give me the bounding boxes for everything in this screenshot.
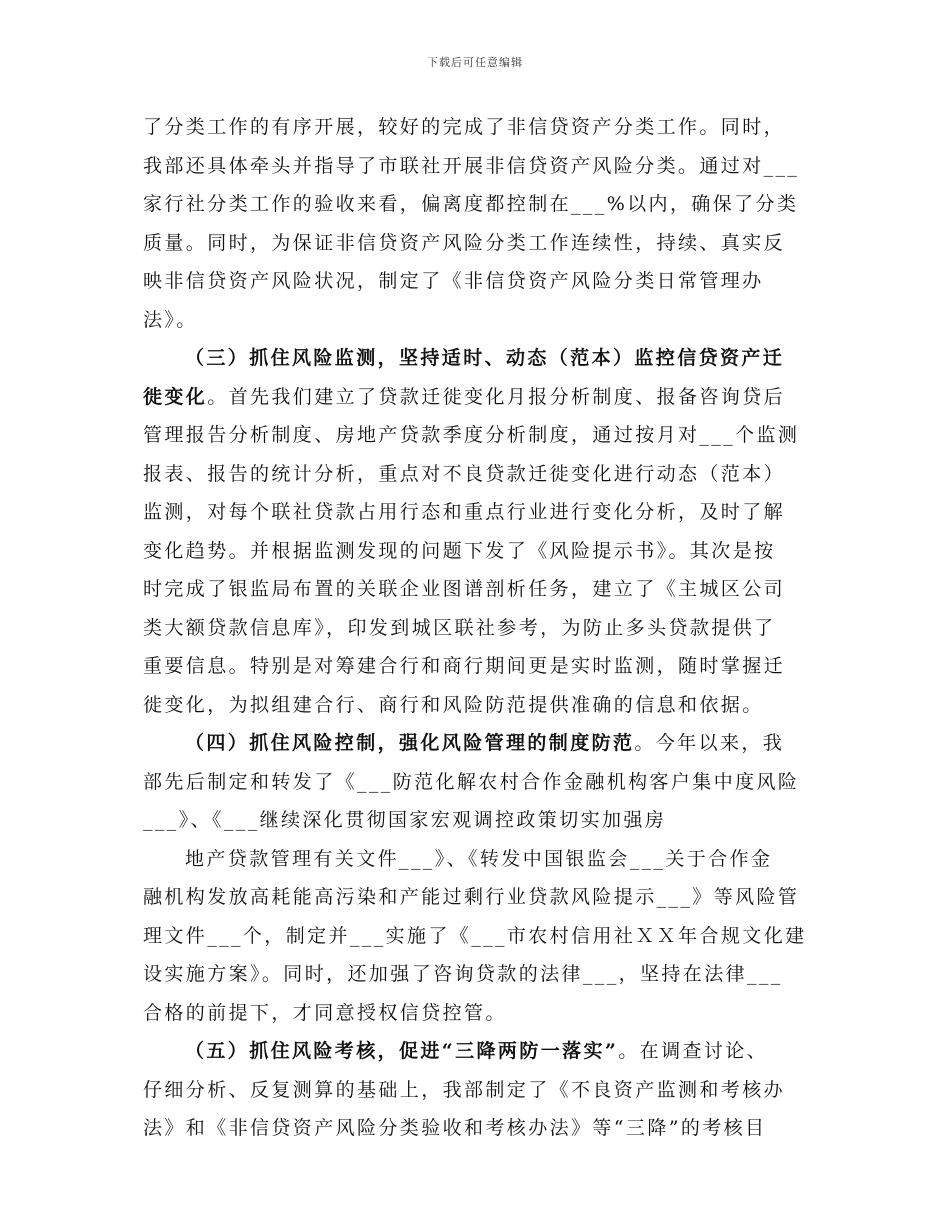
page-header: 下载后可任意编辑 [427,56,523,69]
body-text-run: 地产贷款管理有关文件___》、《转发中国银监会___关于合作金 [185,847,773,870]
body-text-run: 了分类工作的有序开展，较好的完成了非信贷资产分类工作。同时， [143,116,786,138]
text-line [143,801,813,840]
text-line [143,455,813,494]
body-text-run: 家行社分类工作的验收来看，偏离度都控制在___%以内，确保了分类 [143,193,799,215]
body-text-run: 徙变化，为拟组建合行、商行和风险防范提供准确的信息和依据。 [143,693,764,716]
text-line [143,301,813,340]
text-line [143,416,813,455]
text-line [143,147,813,186]
body-text-run: 报表、报告的统计分析，重点对不良贷款迁徙变化进行动态（范本） [143,462,786,485]
body-text-run: 。首先我们建立了贷款迁徙变化月报分析制度、报备咨询贷后 [207,385,786,408]
text-line [143,1071,813,1110]
body-text-run: 类大额贷款信息库》，印发到城区联社参考，为防止多头贷款提供了 [143,616,776,639]
body-text-run: 质量。同时，为保证非信贷资产风险分类工作连续性，持续、真实反 [143,231,786,254]
text-line [143,994,813,1033]
text-line [143,1032,813,1071]
body-text-run: 重要信息。特别是对筹建合行和商行期间更是实时监测，随时掌握迁 [143,655,786,677]
body-text-run: 监测，对每个联社贷款占用行态和重点行业进行变化分析，及时了解 [143,501,786,523]
body-text-run: 。今年以来，我 [634,732,785,754]
body-text-run: 合格的前提下，才同意授权信贷控管。 [143,1001,507,1024]
body-text-run: 变化趋势。并根据监测发现的问题下发了《风险提示书》。其次是按 [143,539,776,562]
text-line [143,185,813,224]
text-line [143,108,813,147]
text-line [143,262,813,301]
section-heading-text: （四）抓住风险控制，强化风险管理的制度防范 [185,732,635,754]
text-line [143,378,813,417]
document-body [143,108,813,1148]
body-text-run: 融机构发放高耗能高污染和产能过剩行业贷款风险提示___》等风险管 [143,886,800,908]
body-text-run: 时完成了银监局布置的关联企业图谱剖析任务，建立了《主城区公司 [143,578,786,600]
text-line [143,609,813,648]
body-text-run: 。在调查讨论、 [618,1040,769,1062]
body-text-run: ___》、《___继续深化贯彻国家宏观调控政策切实加强房 [143,809,667,831]
text-line [143,840,813,879]
body-text-run: 部先后制定和转发了《___防范化解农村合作金融机构客户集中度风险 [143,770,800,793]
text-line [143,763,813,802]
text-line [143,339,813,378]
body-text-run: 仔细分析、反复测算的基础上，我部制定了《不良资产监测和考核办 [143,1078,786,1101]
section-heading-text: （五）抓住风险考核，促进“三降两防一落实” [185,1040,619,1062]
text-line [143,647,813,686]
body-text-run: 我部还具体牵头并指导了市联社开展非信贷资产风险分类。通过对___ [143,154,800,177]
body-text-run: 法》和《非信贷资产风险分类验收和考核办法》等“三降”的考核目 [143,1117,767,1139]
text-line [143,493,813,532]
text-line [143,1109,813,1148]
text-line [143,224,813,263]
text-line [143,724,813,763]
text-line [143,955,813,994]
body-text-run: 管理报告分析制度、房地产贷款季度分析制度，通过按月对___个监测 [143,424,800,446]
body-text-run: 理文件___个，制定并___实施了《___市农村信用社ＸＸ年合规文化建 [143,924,807,947]
section-heading-text: （三）抓住风险监测，坚持适时、动态（范本）监控信贷资产迁 [185,347,785,369]
text-line [143,532,813,571]
text-line [143,878,813,917]
section-heading-text: 徙变化 [143,385,208,408]
text-line [143,917,813,956]
body-text-run: 映非信贷资产风险状况，制定了《非信贷资产风险分类日常管理办 [143,270,764,292]
text-line [143,686,813,725]
text-line [143,570,813,609]
body-text-run: 法》。 [143,308,198,331]
body-text-run: 设实施方案》。同时，还加强了咨询贷款的法律___，坚持在法律___ [143,963,783,985]
